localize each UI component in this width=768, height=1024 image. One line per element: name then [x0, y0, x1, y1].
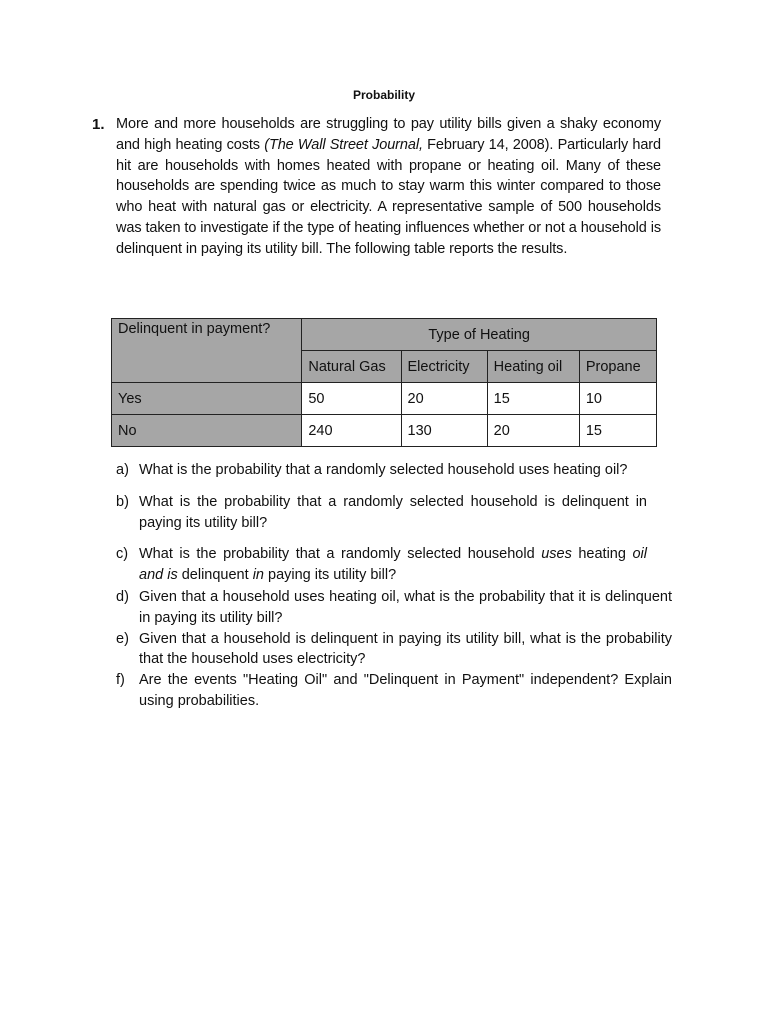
- subquestion-label: a): [116, 462, 129, 478]
- table-cell: 15: [579, 415, 656, 447]
- table-cell: 50: [302, 383, 401, 415]
- subquestion-text: Given that a household is delinquent in paying its utility bill, what is the probability that the household uses electricity?: [139, 630, 672, 668]
- subquestion-text: delinquent: [177, 567, 253, 584]
- question-source: (The Wall Street Journal,: [264, 136, 423, 153]
- subquestion-c: [116, 544, 647, 586]
- table-cell: 20: [401, 383, 487, 415]
- subquestion-emphasis: uses: [541, 546, 572, 563]
- subquestion-e: [116, 629, 672, 671]
- subquestion-label: d): [116, 588, 129, 605]
- subquestion-text: What is the probability that a randomly selected household is delinquent in paying its utility bill?: [139, 493, 647, 531]
- subquestion-list: [116, 460, 672, 712]
- row-label: Yes: [112, 383, 302, 415]
- heating-table: [111, 318, 657, 447]
- subquestion-text: Are the events "Heating Oil" and "Delinquent in Payment" independent? Explain using probabilities.: [139, 672, 672, 709]
- column-header: Electricity: [401, 351, 487, 383]
- subquestion-a: [116, 460, 647, 481]
- table-cell: 15: [487, 383, 579, 415]
- table-cell: 20: [487, 415, 579, 447]
- subquestion-text: What is the probability that a randomly selected household: [139, 546, 542, 563]
- table-cell: 240: [302, 415, 401, 447]
- column-header: Natural Gas: [302, 351, 401, 383]
- subquestion-label: f): [116, 672, 125, 689]
- subquestion-label: b): [116, 493, 129, 510]
- table-corner-header: Delinquent in payment?: [112, 319, 302, 383]
- subquestion-text: Given that a household uses heating oil, what is the probability that it is delinquent in paying its utility bill?: [139, 588, 672, 626]
- question-text-part: More and more households are struggling to pay utility bills given a shaky economy and high heating costs: [116, 116, 661, 153]
- subquestion-label: e): [116, 630, 129, 647]
- table-group-header: Type of Heating: [302, 319, 657, 351]
- subquestion-text: What is the probability that a randomly selected household uses heating oil?: [139, 462, 628, 478]
- table-row: [112, 383, 657, 415]
- subquestion-emphasis: oil and is: [139, 546, 647, 584]
- table-cell: 130: [401, 415, 487, 447]
- question-number: 1.: [92, 116, 105, 133]
- subquestion-b: [116, 492, 647, 534]
- column-header: Heating oil: [487, 351, 579, 383]
- question-text: [116, 114, 661, 260]
- page-title: Probability: [352, 88, 415, 102]
- table-cell: 10: [579, 383, 656, 415]
- subquestion-label: c): [116, 546, 129, 563]
- subquestion-text: paying its utility bill?: [263, 567, 397, 584]
- subquestion-f: [116, 670, 672, 712]
- table-row: [112, 415, 657, 447]
- question-source-date: February 14, 2008).: [422, 136, 554, 153]
- column-header: Propane: [579, 351, 656, 383]
- subquestion-d: [116, 587, 672, 629]
- subquestion-text: heating: [571, 546, 633, 563]
- row-label: No: [112, 415, 302, 447]
- question-text-part: Particularly hard hit are households with homes heated with propane or heating oil. Many of these households are spending twice as much to stay warm this winter compared to those who heat with natural gas or electricity. A representative sample of 500 households was taken to investigate if the type of heating influences whether or not a household is delinquent in paying its utility bill. The following table reports the results.: [116, 136, 661, 257]
- subquestion-emphasis: in: [252, 567, 264, 584]
